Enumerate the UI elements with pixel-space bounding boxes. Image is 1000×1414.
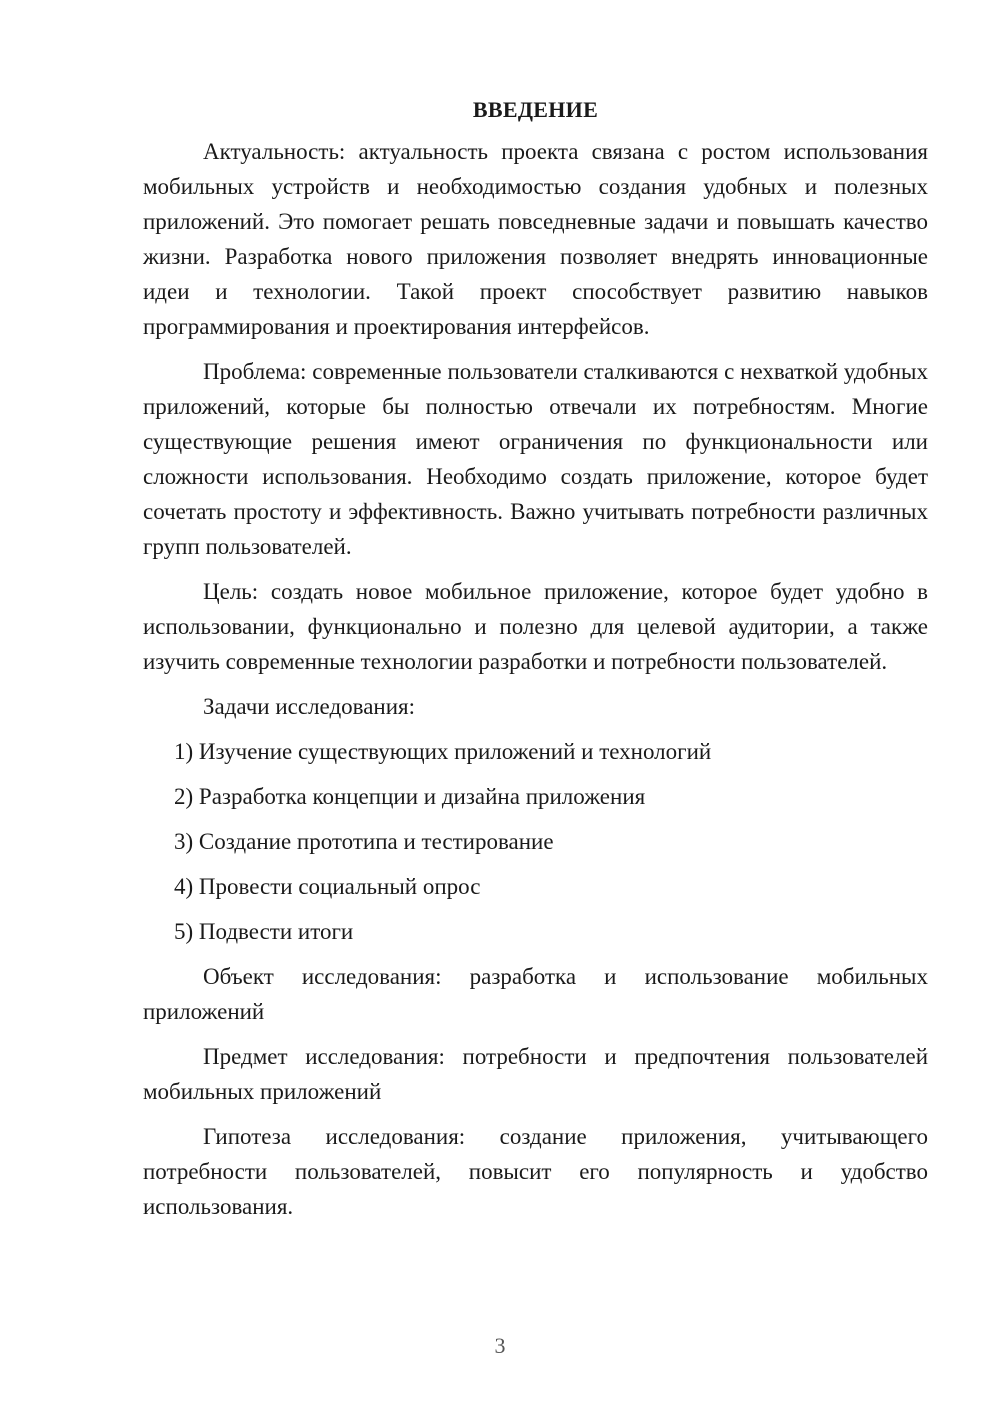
task-item-5: 5) Подвести итоги: [174, 919, 354, 944]
paragraph-relevance: Актуальность: актуальность проекта связана с ростом использования мобильных устройств и необходимостью создания удобных и полезных приложений. Это помогает решать повседневные задачи и повышать качество жизни. Разработка нового приложения позволяет внедрять инновационные идеи и технологии. Такой проект способствует развитию навыков программирования и проектирования интерфейсов.: [143, 139, 928, 339]
task-item-1: 1) Изучение существующих приложений и технологий: [174, 739, 712, 764]
page-content: [143, 96, 928, 1234]
paragraph-problem: Проблема: современные пользователи сталкиваются с нехваткой удобных приложений, которые бы полностью отвечали их потребностям. Многие существующие решения имеют ограничения по функциональности или сложности использования. Необходимо создать приложение, которое будет сочетать простоту и эффективность. Важно учитывать потребности различных групп пользователей.: [143, 359, 928, 559]
task-item-2: 2) Разработка концепции и дизайна приложения: [174, 784, 646, 809]
tasks-heading: Задачи исследования:: [203, 694, 416, 719]
paragraph-object: Объект исследования: разработка и использование мобильных приложений: [143, 964, 928, 1024]
paragraph-goal: Цель: создать новое мобильное приложение, которое будет удобно в использовании, функционально и полезно для целевой аудитории, а также изучить современные технологии разработки и потребности пользователей.: [143, 579, 928, 674]
paragraph-hypothesis: Гипотеза исследования: создание приложения, учитывающего потребности пользователей, повысит его популярность и удобство использования.: [143, 1124, 928, 1219]
paragraph-subject: Предмет исследования: потребности и предпочтения пользователей мобильных приложений: [143, 1044, 928, 1104]
page-number: 3: [494, 1333, 506, 1358]
task-list: [143, 734, 928, 949]
task-item-4: 4) Провести социальный опрос: [174, 874, 481, 899]
document-title: ВВЕДЕНИЕ: [472, 97, 599, 122]
task-item-3: 3) Создание прототипа и тестирование: [174, 829, 554, 854]
